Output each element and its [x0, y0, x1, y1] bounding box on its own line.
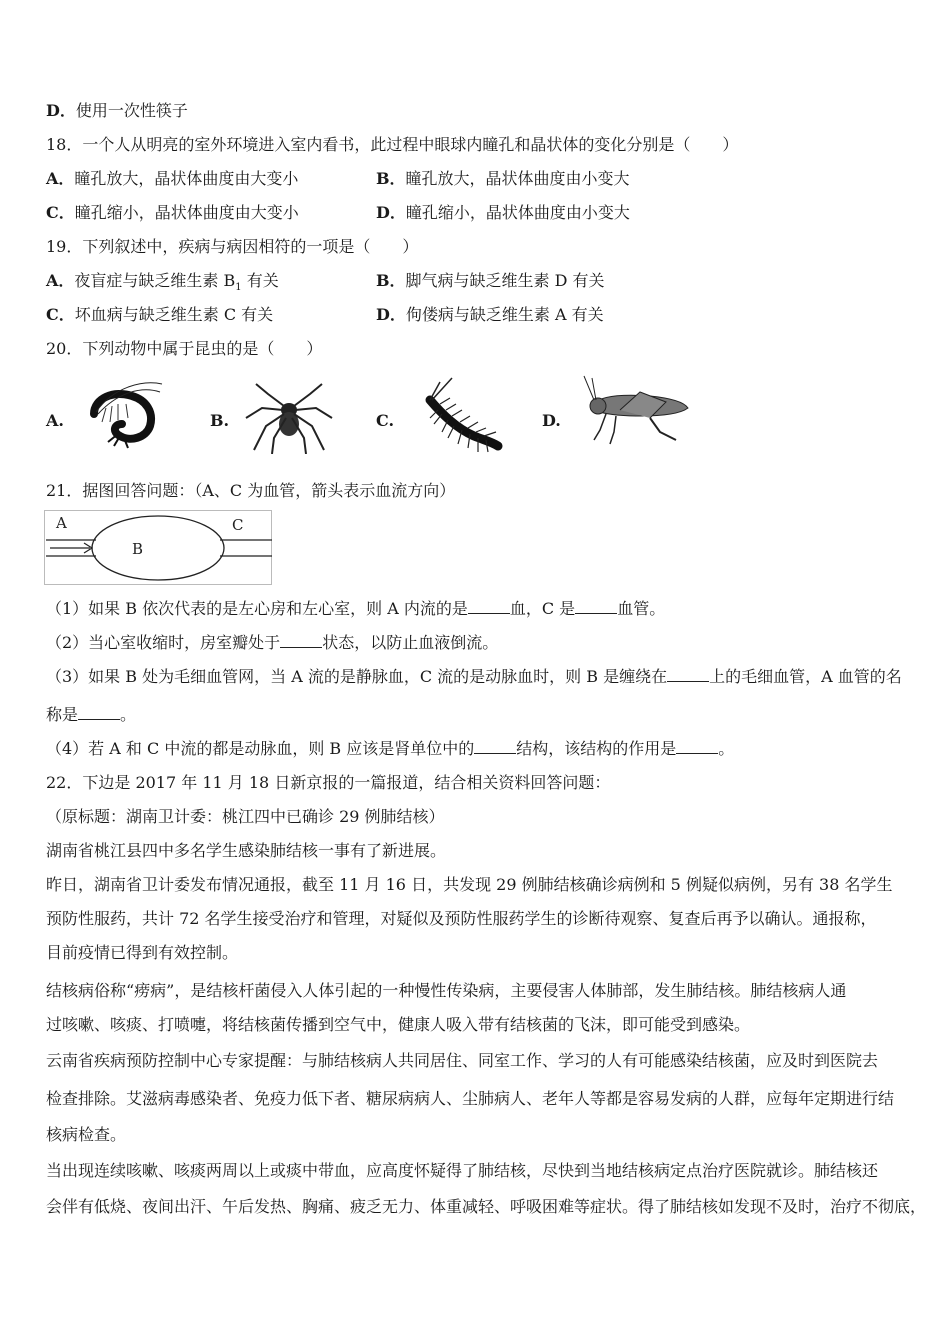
q19-option-c — [46, 304, 273, 326]
option-text: 脚气病与缺乏维生素 D 有关 — [405, 271, 605, 290]
answer-blank[interactable] — [78, 705, 120, 720]
option-label: A． — [46, 271, 75, 290]
q20-option-b-label: B. — [210, 411, 230, 430]
shrimp-image — [84, 378, 164, 450]
option-text: 瞳孔放大，晶状体曲度由大变小 — [74, 169, 299, 188]
answer-blank[interactable] — [575, 599, 617, 614]
text: 上的毛细血管，A 血管的名 — [709, 667, 902, 686]
q20-option-d-label: D. — [542, 411, 561, 430]
q22-line: 过咳嗽、咳痰、打喷嚏，将结核菌传播到空气中，健康人吸入带有结核菌的飞沫，即可能受到感染。 — [46, 1015, 751, 1034]
q18-stem: 18．一个人从明亮的室外环境进入室内看书，此过程中眼球内瞳孔和晶状体的变化分别是（ ） — [46, 135, 739, 154]
q21-part-3 — [46, 666, 902, 688]
text: 称是 — [46, 705, 79, 724]
text: （2）当心室收缩时，房室瓣处于 — [46, 633, 281, 652]
q22-line: 云南省疾病预防控制中心专家提醒：与肺结核病人共同居住、同室工作、学习的人有可能感染结核菌，应及时到医院去 — [46, 1051, 879, 1070]
q19-stem: 19．下列叙述中，疾病与病因相符的一项是（ ） — [46, 237, 419, 256]
option-label: A． — [46, 169, 75, 188]
q22-line: 检查排除。艾滋病毒感染者、免疫力低下者、糖尿病病人、尘肺病人、老年人等都是容易发病的人群，应每年定期进行结 — [46, 1089, 895, 1108]
q18-option-a — [46, 168, 298, 190]
q22-line: 目前疫情已得到有效控制。 — [46, 943, 239, 962]
label-b: B — [132, 540, 144, 558]
text: 血管。 — [617, 599, 666, 618]
q18-option-c — [46, 202, 299, 224]
option-text: 瞳孔放大，晶状体曲度由小变大 — [405, 169, 630, 188]
option-label: C． — [46, 203, 75, 222]
answer-blank[interactable] — [676, 739, 718, 754]
q22-line: 昨日，湖南省卫计委发布情况通报，截至 11 月 16 日，共发现 29 例肺结核确诊病例和 5 例疑似病例，另有 38 名学生 — [46, 875, 893, 894]
q22-line: 核病检查。 — [46, 1125, 127, 1144]
option-label: D． — [376, 305, 406, 324]
q21-part-3-cont — [46, 704, 136, 726]
q19-option-d — [376, 304, 604, 326]
q21-part-4 — [46, 738, 734, 760]
option-text: 佝偻病与缺乏维生素 A 有关 — [405, 305, 604, 324]
answer-blank[interactable] — [468, 599, 510, 614]
label-a: A — [56, 514, 67, 532]
answer-blank[interactable] — [280, 633, 322, 648]
q18-option-b — [376, 168, 630, 190]
q20-option-c-label: C. — [376, 411, 395, 430]
spider-image — [242, 374, 336, 454]
option-label: B． — [376, 271, 406, 290]
q21-part-1 — [46, 598, 665, 620]
option-text: 夜盲症与缺乏维生素 B — [74, 271, 236, 290]
blood-vessel-diagram — [44, 510, 274, 586]
text: 结构，该结构的作用是 — [516, 739, 677, 758]
q22-original-title: （原标题：湖南卫计委：桃江四中已确诊 29 例肺结核） — [46, 807, 445, 826]
text: （4）若 A 和 C 中流的都是动脉血，则 B 应该是肾单位中的 — [46, 739, 475, 758]
subscript: 1 — [235, 282, 242, 294]
text: 。 — [120, 705, 137, 724]
answer-blank[interactable] — [474, 739, 516, 754]
q21-stem: 21．据图回答问题：（A、C 为血管，箭头表示血流方向） — [46, 481, 456, 500]
option-label: B． — [376, 169, 406, 188]
answer-blank[interactable] — [667, 667, 709, 682]
q22-line: 湖南省桃江县四中多名学生感染肺结核一事有了新进展。 — [46, 841, 447, 860]
q19-option-b — [376, 270, 605, 292]
q20-option-a-label: A. — [46, 411, 64, 430]
text: 血，C 是 — [509, 599, 576, 618]
option-text: 坏血病与缺乏维生素 C 有关 — [74, 305, 274, 324]
q18-option-d — [376, 202, 630, 224]
q20-stem: 20．下列动物中属于昆虫的是（ ） — [46, 339, 323, 358]
text: （3）如果 B 处为毛细血管网，当 A 流的是静脉血，C 流的是动脉血时，则 B 是缠绕在 — [46, 667, 668, 686]
option-label: C． — [46, 305, 75, 324]
q22-line: 当出现连续咳嗽、咳痰两周以上或痰中带血，应高度怀疑得了肺结核，尽快到当地结核病定点治疗医院就诊。肺结核还 — [46, 1161, 879, 1180]
option-text: 使用一次性筷子 — [75, 101, 188, 120]
option-text: 瞳孔缩小，晶状体曲度由大变小 — [74, 203, 299, 222]
q22-stem: 22．下边是 2017 年 11 月 18 日新京报的一篇报道，结合相关资料回答问题： — [46, 773, 611, 792]
text: （1）如果 B 依次代表的是左心房和左心室，则 A 内流的是 — [46, 599, 468, 618]
q21-part-2 — [46, 632, 498, 654]
q19-option-a — [46, 270, 279, 299]
option-label: D． — [46, 101, 76, 120]
option-text: 瞳孔缩小，晶状体曲度由小变大 — [405, 203, 630, 222]
centipede-image — [412, 374, 508, 454]
option-label: D． — [376, 203, 406, 222]
q17-option-d — [46, 100, 188, 122]
q22-line: 结核病俗称“痨病”，是结核杆菌侵入人体引起的一种慢性传染病，主要侵害人体肺部，发生肺结核。肺结核病人通 — [46, 981, 847, 1000]
q22-line: 会伴有低烧、夜间出汗、午后发热、胸痛、疲乏无力、体重减轻、呼吸困难等症状。得了肺结核如发现不及时，治疗不彻底， — [46, 1197, 927, 1216]
option-text-tail: 有关 — [241, 271, 279, 290]
label-c: C — [232, 516, 244, 534]
text: 。 — [718, 739, 735, 758]
grasshopper-image — [580, 374, 692, 446]
text: 状态，以防止血液倒流。 — [322, 633, 499, 652]
q22-line: 预防性服药，共计 72 名学生接受治疗和管理，对疑似及预防性服药学生的诊断待观察、复查后再予以确认。通报称， — [46, 909, 877, 928]
